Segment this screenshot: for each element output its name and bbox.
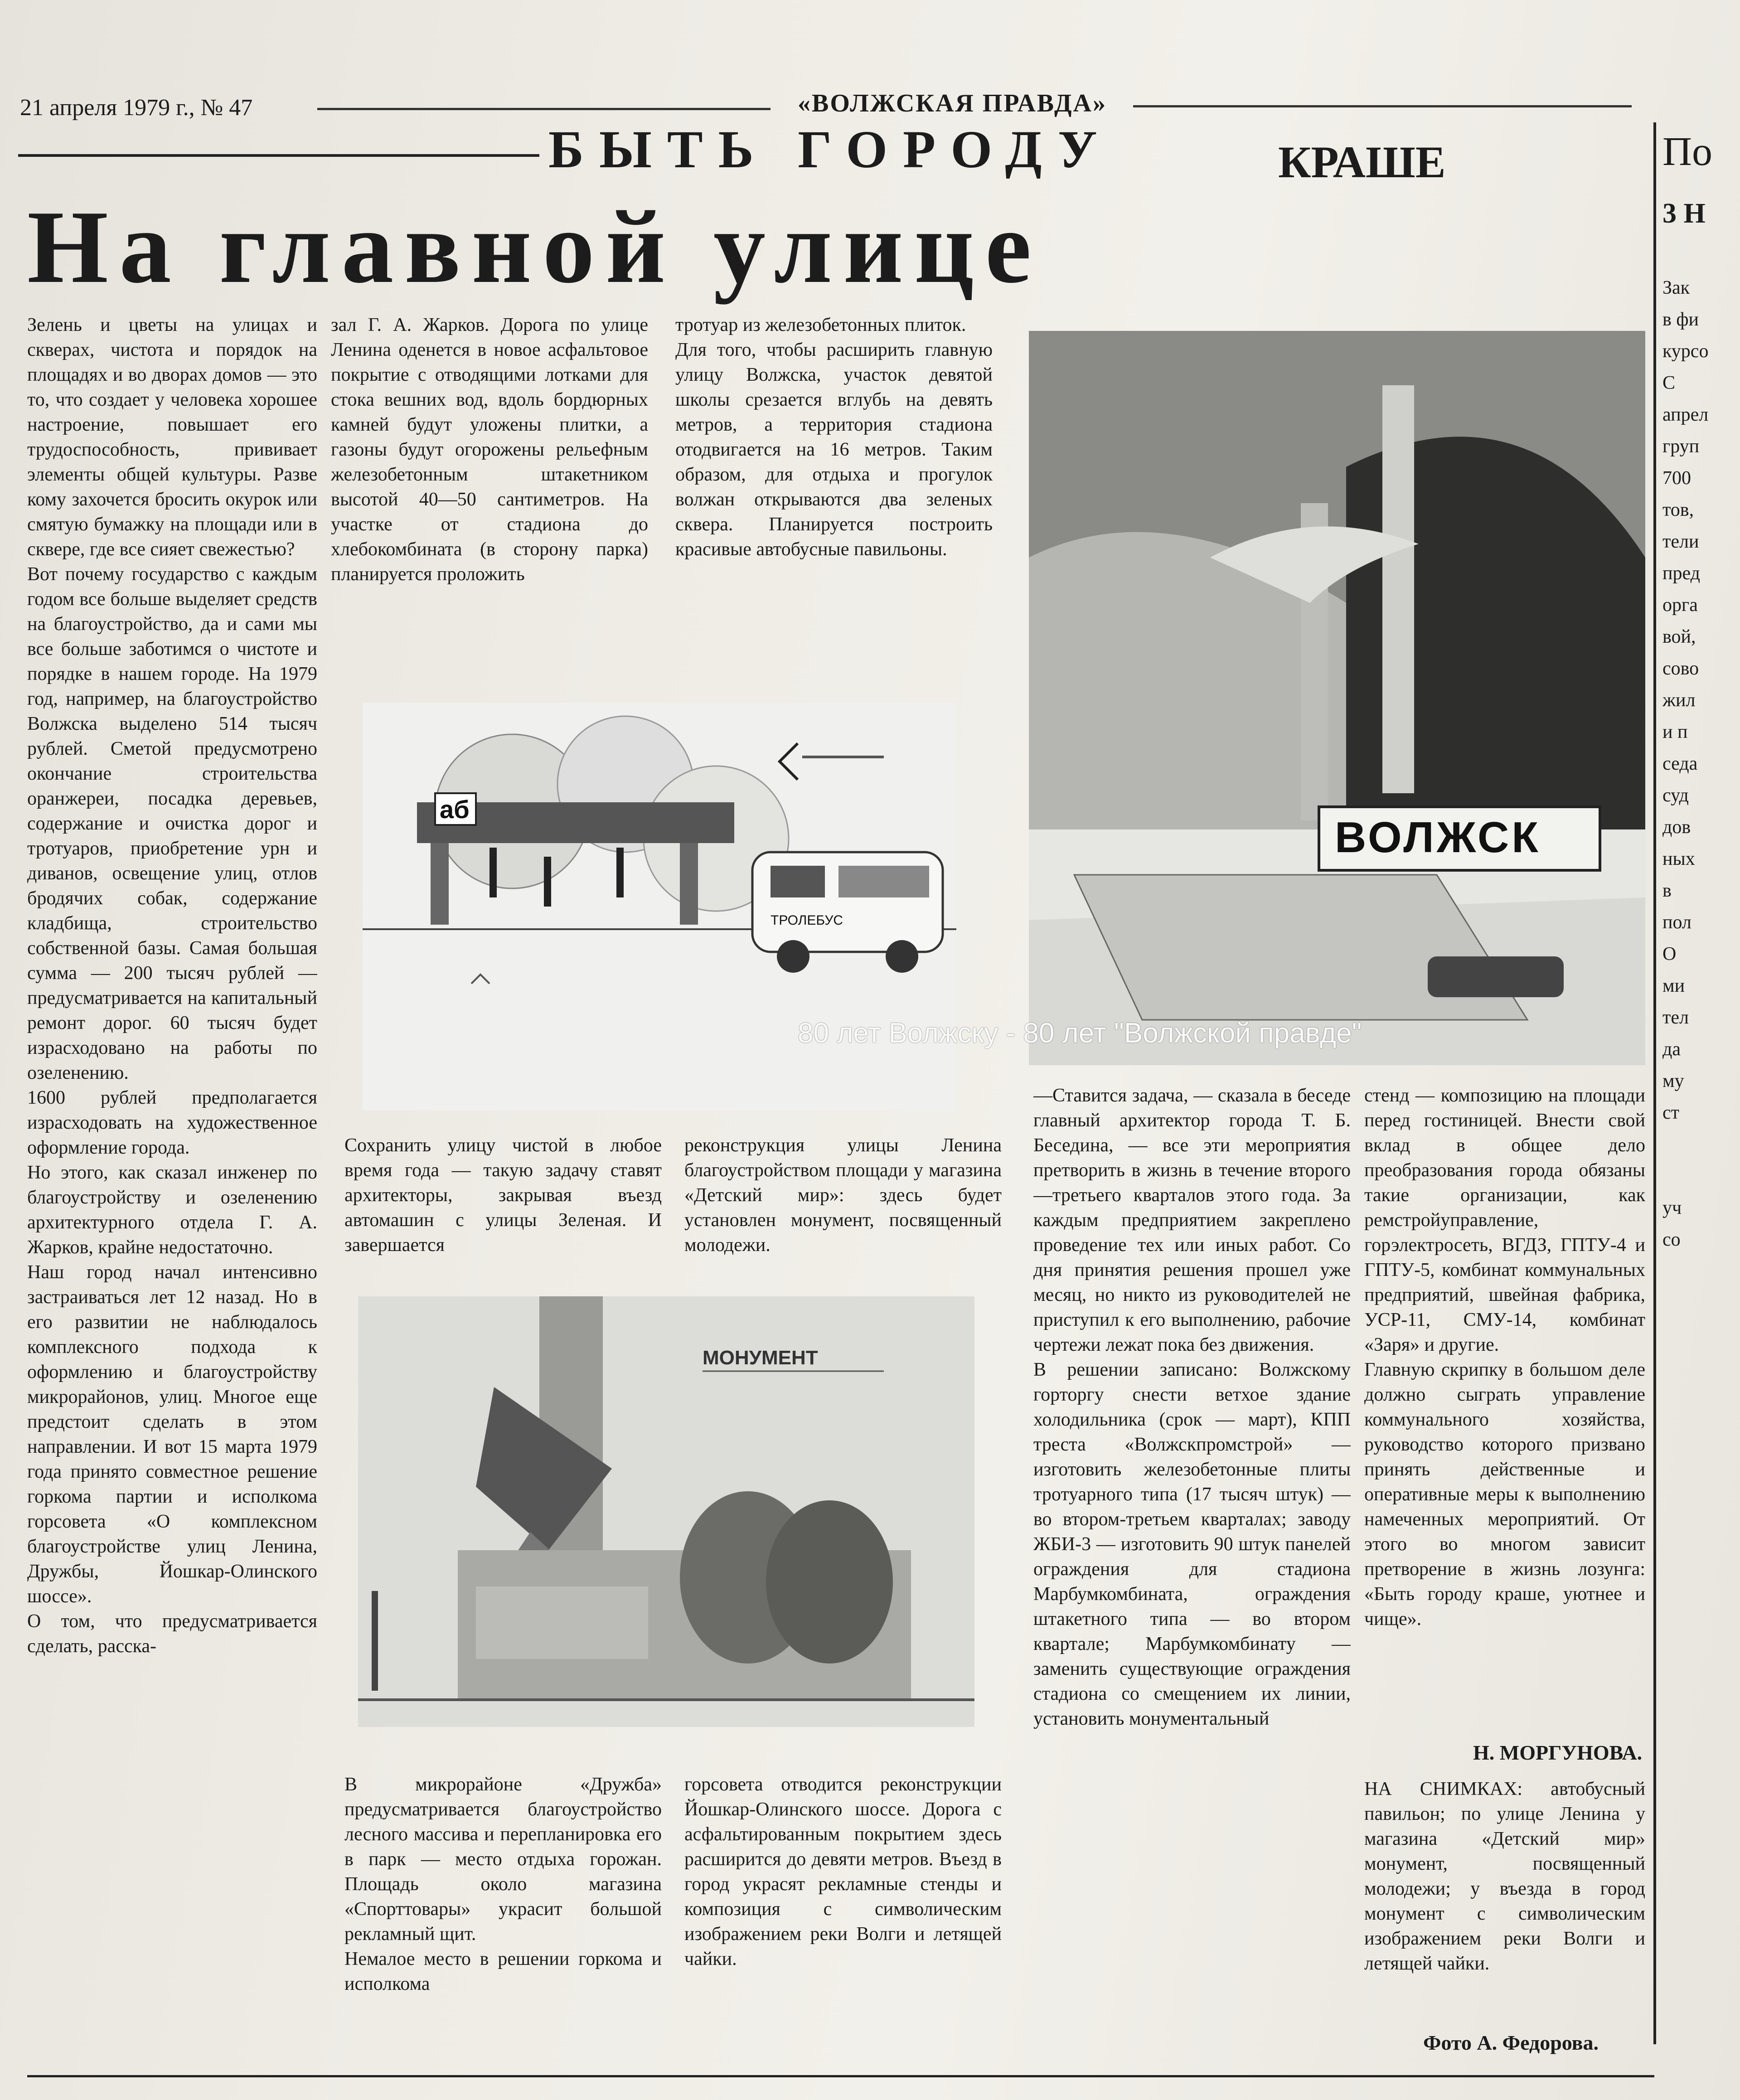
city-entrance-photo	[1029, 331, 1645, 1065]
bus-stop-sign: аб	[440, 795, 470, 824]
article-column-5: стенд — композицию на площади перед гостиницей. Внести свой вклад в общее дело преобразования города обязаны такие организации, как ремстройуправление, горэлектросеть, ВГДЗ, ГПТУ-4 и ГПТУ-5, комбинат коммунальных предприятий, швейная фабрика, УСР-11, СМУ-14, комбинат «Заря» и другие. Главную скрипку в большом деле должно сыграть управление коммунального хозяйства, руководство которого призвано принять действенные и оперативные меры к выполнению намеченных мероприятий. От этого во многом зависит претворение в жизнь лозунга: «Быть городу краше, уютнее и чище».	[1364, 1085, 1645, 1630]
article-column-3c: горсовета отводится реконструкции Йошкар-Олинского шоссе. Дорога с асфальтированным покрытием здесь расширится до девяти метров. Въезд в город украсят рекламные стенды и композиция с символическим изображением реки Волги и летящей чайки.	[684, 1774, 1002, 1969]
watermark: 80 лет Волжску - 80 лет "Волжской правде"	[798, 1018, 1362, 1049]
newspaper-name: «ВОЛЖСКАЯ ПРАВДА»	[798, 89, 1107, 117]
monument-sign: МОНУМЕНТ	[703, 1347, 818, 1369]
rubric-line-1: БЫТЬ ГОРОДУ	[548, 120, 1113, 179]
article-column-2b: Сохранить улицу чистой в любое время года — такую задачу ставят архитекторы, закрывая въезд автомашин с улицы Зеленая. И завершается	[344, 1135, 662, 1256]
city-entrance-drawing	[1029, 331, 1645, 1065]
column-divider	[1653, 122, 1656, 2044]
next-article-title: По	[1662, 129, 1712, 174]
header-rule	[317, 108, 771, 110]
header-rule	[1133, 105, 1632, 107]
article-column-2: зал Г. А. Жарков. Дорога по улице Ленина оденется в новое асфальтовое покрытие с отводящими лотками для стока вешних вод, вдоль бордюрных камней будут уложены плитки, а газоны будут огорожены рельефным железобетонным штакетником высотой 40—50 сантиметров. На участке от стадиона до хлебокомбината (в сторону парка) планируется проложить	[331, 315, 648, 585]
article-column-3b: реконструкция улицы Ленина благоустройством площади у магазина «Детский мир»: здесь будет установлен монумент, посвященный молодежи.	[684, 1135, 1002, 1256]
bus-stop-drawing	[363, 703, 956, 1111]
article-column-3: тротуар из железобетонных плиток. Для того, чтобы расширить главную улицу Волжска, участок девятой школы срезается вглубь на девять метров, а территория стадиона отодвигается на 16 метров. Таким образом, для отдыха и прогулок волжан открываются два зеленых сквера. Планируется построить красивые автобусные павильоны.	[675, 315, 993, 560]
article-column-1: Зелень и цветы на улицах и скверах, чистота и порядок на площадях и во дворах домов — это то, что создает у человека хорошее настроение, повышает его трудоспособность, прививает элементы общей культуры. Разве кому захочется бросить окурок или смятую бумажку на площади или в сквере, где все сияет свежестью? Вот почему государство с каждым годом все больше выделяет средств на благоустройство, да и сами мы все больше заботимся о чистоте и порядке в нашем городе. На 1979 год, например, на благоустройство Волжска выделено 514 тысяч рублей. Сметой предусмотрено окончание строительства оранжереи, посадка деревьев, содержание и очистка дорог и тротуаров, приобретение урн и диванов, освещение улиц, отлов бродячих собак, содержание кладбища, строительство собственной базы. Самая большая сумма — 200 тысяч рублей — предусматривается на капитальный ремонт дорог. 60 тысяч будет израсходовано на работы по озеленению. 1600 рублей предполагается израсходовать на художественное оформление города. Но этого, как сказал инженер по благоустройству и озеленению архитектурного отдела Г. А. Жарков, крайне недостаточно. Наш город начал интенсивно застраиваться лет 12 назад. Но в его развитии не наблюдалось комплексного подхода к оформлению и благоустройству микрорайонов, улиц. Многое еще предстоит сделать в этом направлении. И вот 15 марта 1979 года принято совместное решение горкома партии и исполкома горсовета «О комплексном благоустройстве улиц Ленина, Дружбы, Йошкар-Олинского шоссе». О том, что предусматривается сделать, расска-	[27, 315, 317, 1657]
article-column-2c: В микрорайоне «Дружба» предусматривается благоустройство лесного массива и перепланировка его в парк — место отдыха горожан. Площадь около магазина «Спорттовары» украсит большой рекламный щит. Немалое место в решении горкома и исполкома	[344, 1774, 662, 1994]
article-column-4: —Ставится задача, — сказала в беседе главный архитектор города Т. Б. Беседина, — все эти мероприятия претворить в жизнь в течение второго—третьего кварталов этого года. За каждым предприятием закреплено проведение тех или иных работ. Со дня принятия решения прошел уже месяц, но никто из руководителей не приступил к его выполнению, рабочие чертежи лежат пока без движения. В решении записано: Волжскому горторгу снести ветхое здание холодильника (срок — март), КПП треста «Волжскпромстрой» — изготовить железобетонные плиты тротуарного типа (17 тысяч штук) — во втором-третьем кварталах; заводу ЖБИ-3 — изготовить 90 штук панелей ограждения для стадиона Марбумкомбината, ограждения штакетного типа — во втором квартале; Марбумкомбинату — заменить существующие ограждения стадиона со смещением их линии, установить монументальный	[1033, 1085, 1351, 1729]
next-article-fragment: Зак в фи курсо С апрел груп 700 тов, тели пред орга вой, сово жил и п седа суд дов ных в пол О ми тел да му ст уч со	[1662, 277, 1709, 1250]
author-signature: Н. МОРГУНОВА.	[1473, 1741, 1643, 1764]
rubric-line-2: КРАШЕ	[1278, 137, 1446, 187]
photo-credit: Фото А. Федорова.	[1423, 2031, 1599, 2054]
monument-drawing	[358, 1296, 974, 1727]
issue-date: 21 апреля 1979 г., № 47	[20, 95, 253, 121]
next-article-subtitle: 3 Н	[1662, 198, 1706, 229]
monument-photo	[358, 1296, 974, 1727]
bus-stop-photo	[363, 703, 956, 1111]
entrance-sign: ВОЛЖСК	[1335, 813, 1541, 862]
photo-captions: НА СНИМКАХ: автобусный павильон; по улице Ленина у магазина «Детский мир» монумент, посвященный молодежи; у въезда в город монумент с символическим изображением реки Волги и летящей чайки.	[1364, 1779, 1645, 1974]
header-rule	[18, 154, 539, 157]
article-headline: На главной улице	[27, 189, 1042, 305]
bus-label: ТРОЛЕБУС	[771, 913, 843, 928]
bottom-rule	[27, 2075, 1654, 2077]
